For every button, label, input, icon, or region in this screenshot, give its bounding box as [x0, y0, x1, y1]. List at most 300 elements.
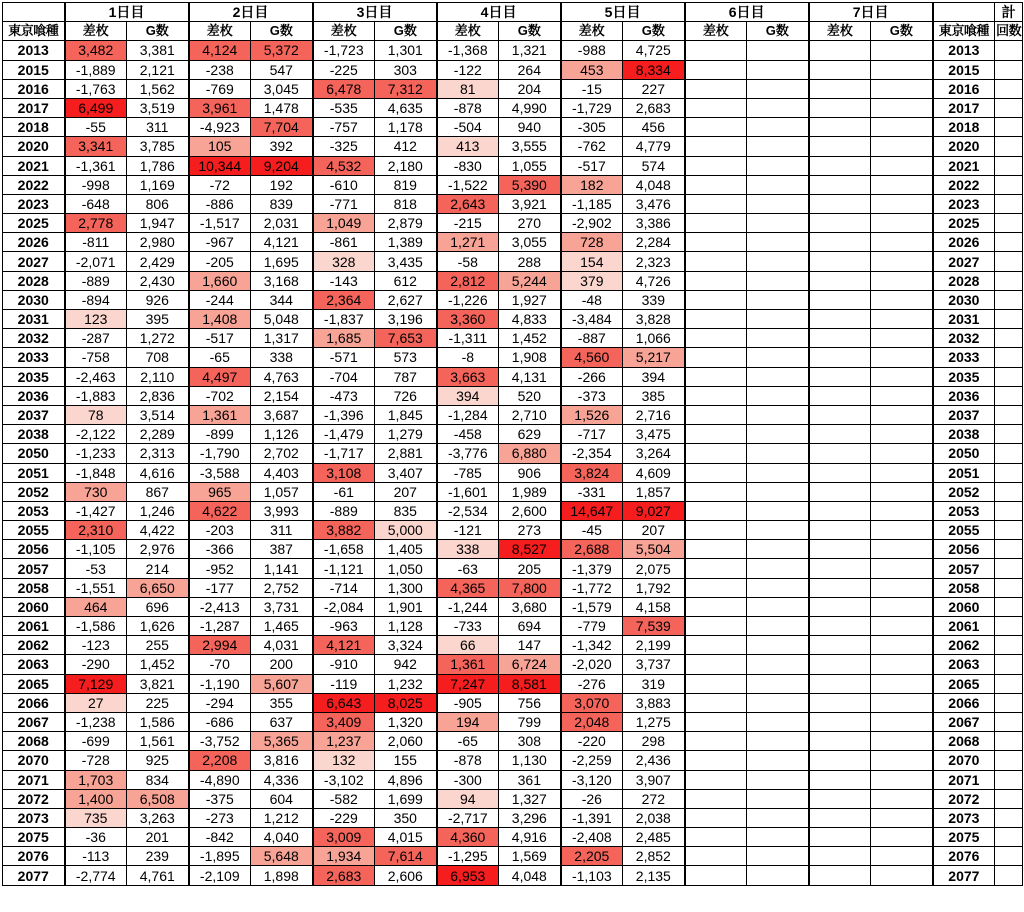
machine-label: 東京喰種: [3, 22, 65, 41]
count-cell: [995, 847, 1023, 866]
diff-cell: 735: [65, 808, 127, 827]
diff-cell: -305: [561, 118, 623, 137]
diff-cell: -1,579: [561, 597, 623, 616]
diff-cell: [685, 79, 747, 98]
diff-cell: [809, 847, 871, 866]
machine-number: 2032: [3, 329, 65, 348]
games-cell: 214: [127, 559, 189, 578]
diff-cell: [809, 425, 871, 444]
games-cell: 2,702: [251, 444, 313, 463]
games-cell: 4,916: [499, 828, 561, 847]
diff-cell: [685, 41, 747, 60]
diff-cell: 6,499: [65, 98, 127, 117]
diff-header: 差枚: [437, 22, 499, 41]
diff-cell: [809, 559, 871, 578]
table-row: [3, 559, 1023, 578]
games-cell: [747, 636, 809, 655]
diff-cell: -1,244: [437, 597, 499, 616]
count-cell: [995, 271, 1023, 290]
games-cell: 1,561: [127, 732, 189, 751]
diff-cell: -1,238: [65, 712, 127, 731]
games-cell: 1,301: [375, 41, 437, 60]
machine-number: 2026: [3, 233, 65, 252]
diff-cell: -2,071: [65, 252, 127, 271]
games-cell: 5,048: [251, 310, 313, 329]
table-row: [3, 482, 1023, 501]
diff-cell: 105: [189, 137, 251, 156]
diff-cell: [809, 98, 871, 117]
games-cell: 207: [375, 482, 437, 501]
games-cell: 806: [127, 194, 189, 213]
diff-cell: 3,882: [313, 521, 375, 540]
games-cell: 270: [499, 214, 561, 233]
games-cell: 1,452: [499, 329, 561, 348]
games-cell: 3,475: [623, 425, 685, 444]
diff-cell: 81: [437, 79, 499, 98]
table-row: [3, 41, 1023, 60]
games-cell: [871, 693, 933, 712]
diff-cell: 3,409: [313, 712, 375, 731]
games-cell: 1,569: [499, 847, 561, 866]
table-row: [3, 118, 1023, 137]
games-cell: [747, 540, 809, 559]
table-row: [3, 271, 1023, 290]
diff-cell: [809, 310, 871, 329]
diff-cell: 123: [65, 310, 127, 329]
diff-cell: -1,342: [561, 636, 623, 655]
machine-number-right: 2065: [933, 674, 995, 693]
diff-cell: [809, 175, 871, 194]
diff-cell: [685, 732, 747, 751]
machine-number-right: 2050: [933, 444, 995, 463]
games-cell: [747, 175, 809, 194]
diff-cell: 328: [313, 252, 375, 271]
diff-cell: [685, 789, 747, 808]
games-cell: [871, 290, 933, 309]
games-cell: [747, 118, 809, 137]
games-cell: [871, 463, 933, 482]
games-cell: [747, 405, 809, 424]
diff-cell: -36: [65, 828, 127, 847]
diff-cell: -1,368: [437, 41, 499, 60]
count-cell: [995, 233, 1023, 252]
diff-cell: -1,586: [65, 617, 127, 636]
games-cell: 1,232: [375, 674, 437, 693]
games-cell: 2,289: [127, 425, 189, 444]
games-cell: 756: [499, 693, 561, 712]
games-cell: 3,907: [623, 770, 685, 789]
games-cell: [871, 425, 933, 444]
games-cell: 2,323: [623, 252, 685, 271]
machine-number-right: 2031: [933, 310, 995, 329]
games-cell: 3,828: [623, 310, 685, 329]
games-cell: [747, 559, 809, 578]
diff-cell: [809, 501, 871, 520]
diff-cell: -779: [561, 617, 623, 636]
games-cell: 1,212: [251, 808, 313, 827]
diff-cell: -58: [437, 252, 499, 271]
games-cell: 6,880: [499, 444, 561, 463]
table-row: [3, 674, 1023, 693]
diff-cell: [685, 655, 747, 674]
table-row: [3, 310, 1023, 329]
games-cell: 2,031: [251, 214, 313, 233]
diff-cell: -785: [437, 463, 499, 482]
diff-cell: 338: [437, 540, 499, 559]
games-cell: 4,990: [499, 98, 561, 117]
diff-cell: 3,108: [313, 463, 375, 482]
diff-cell: 94: [437, 789, 499, 808]
games-cell: [747, 808, 809, 827]
day-header: 6日目: [685, 3, 809, 22]
games-cell: 1,169: [127, 175, 189, 194]
diff-cell: -63: [437, 559, 499, 578]
diff-cell: 4,532: [313, 156, 375, 175]
diff-cell: -373: [561, 386, 623, 405]
machine-number: 2055: [3, 521, 65, 540]
table-row: [3, 463, 1023, 482]
games-cell: 3,555: [499, 137, 561, 156]
games-cell: 4,761: [127, 866, 189, 885]
games-cell: [747, 463, 809, 482]
games-cell: [747, 655, 809, 674]
diff-cell: -458: [437, 425, 499, 444]
games-cell: 1,300: [375, 578, 437, 597]
games-cell: 4,763: [251, 367, 313, 386]
diff-cell: -3,102: [313, 770, 375, 789]
machine-number: 2023: [3, 194, 65, 213]
table-row: [3, 501, 1023, 520]
diff-cell: -65: [437, 732, 499, 751]
games-cell: [747, 60, 809, 79]
machine-number: 2030: [3, 290, 65, 309]
games-cell: 2,716: [623, 405, 685, 424]
diff-cell: [685, 617, 747, 636]
machine-number-right: 2032: [933, 329, 995, 348]
diff-cell: [809, 540, 871, 559]
machine-number-right: 2070: [933, 751, 995, 770]
diff-cell: -290: [65, 655, 127, 674]
diff-cell: 2,208: [189, 751, 251, 770]
diff-cell: -55: [65, 118, 127, 137]
count-cell: [995, 636, 1023, 655]
games-cell: 8,334: [623, 60, 685, 79]
machine-number: 2015: [3, 60, 65, 79]
diff-cell: -762: [561, 137, 623, 156]
games-cell: 7,539: [623, 617, 685, 636]
diff-cell: [809, 808, 871, 827]
count-cell: [995, 597, 1023, 616]
table-row: [3, 540, 1023, 559]
table-row: [3, 693, 1023, 712]
games-cell: 272: [623, 789, 685, 808]
diff-cell: -2,534: [437, 501, 499, 520]
machine-number: 2035: [3, 367, 65, 386]
diff-cell: [809, 770, 871, 789]
count-cell: [995, 732, 1023, 751]
games-cell: 456: [623, 118, 685, 137]
games-cell: 5,607: [251, 674, 313, 693]
count-cell: [995, 674, 1023, 693]
games-cell: 5,504: [623, 540, 685, 559]
diff-cell: [809, 444, 871, 463]
diff-cell: 3,482: [65, 41, 127, 60]
machine-number-right: 2053: [933, 501, 995, 520]
diff-cell: -325: [313, 137, 375, 156]
diff-cell: [685, 597, 747, 616]
machine-label-right: 東京喰種: [933, 22, 995, 41]
diff-cell: -1,391: [561, 808, 623, 827]
machine-number: 2017: [3, 98, 65, 117]
diff-cell: -205: [189, 252, 251, 271]
games-cell: 708: [127, 348, 189, 367]
games-cell: [747, 597, 809, 616]
day-header: 4日目: [437, 3, 561, 22]
diff-cell: 394: [437, 386, 499, 405]
diff-cell: 6,643: [313, 693, 375, 712]
machine-number-right: 2077: [933, 866, 995, 885]
games-cell: 2,180: [375, 156, 437, 175]
day-header: 3日目: [313, 3, 437, 22]
games-cell: 1,055: [499, 156, 561, 175]
games-cell: 3,514: [127, 405, 189, 424]
diff-cell: 728: [561, 233, 623, 252]
games-cell: 1,465: [251, 617, 313, 636]
machine-number: 2025: [3, 214, 65, 233]
games-cell: 394: [623, 367, 685, 386]
games-cell: 207: [623, 521, 685, 540]
games-cell: 726: [375, 386, 437, 405]
games-cell: 339: [623, 290, 685, 309]
games-cell: 2,976: [127, 540, 189, 559]
games-cell: [871, 617, 933, 636]
machine-number: 2031: [3, 310, 65, 329]
machine-number: 2058: [3, 578, 65, 597]
diff-cell: [809, 41, 871, 60]
games-cell: 819: [375, 175, 437, 194]
games-cell: [871, 214, 933, 233]
games-cell: 926: [127, 290, 189, 309]
machine-number: 2020: [3, 137, 65, 156]
diff-cell: -2,413: [189, 597, 251, 616]
games-cell: 1,246: [127, 501, 189, 520]
games-cell: 1,057: [251, 482, 313, 501]
games-cell: 9,204: [251, 156, 313, 175]
count-cell: [995, 425, 1023, 444]
games-cell: 5,648: [251, 847, 313, 866]
diff-cell: [809, 636, 871, 655]
games-cell: 392: [251, 137, 313, 156]
games-cell: 4,726: [623, 271, 685, 290]
diff-cell: -229: [313, 808, 375, 827]
games-cell: 338: [251, 348, 313, 367]
diff-cell: 413: [437, 137, 499, 156]
games-cell: 1,699: [375, 789, 437, 808]
games-cell: 4,336: [251, 770, 313, 789]
games-cell: 2,430: [127, 271, 189, 290]
table-row: [3, 79, 1023, 98]
count-cell: [995, 751, 1023, 770]
diff-cell: 1,703: [65, 770, 127, 789]
diff-cell: [809, 137, 871, 156]
games-cell: [871, 597, 933, 616]
diff-cell: 730: [65, 482, 127, 501]
games-cell: 906: [499, 463, 561, 482]
diff-cell: -704: [313, 367, 375, 386]
day-header: 1日目: [65, 3, 189, 22]
games-cell: 2,852: [623, 847, 685, 866]
diff-cell: 2,688: [561, 540, 623, 559]
diff-cell: 2,364: [313, 290, 375, 309]
diff-cell: -1,763: [65, 79, 127, 98]
header-row-days: [3, 3, 1023, 22]
games-cell: [747, 290, 809, 309]
machine-number-right: 2062: [933, 636, 995, 655]
diff-cell: 379: [561, 271, 623, 290]
diff-cell: -72: [189, 175, 251, 194]
machine-number-right: 2013: [933, 41, 995, 60]
diff-cell: -121: [437, 521, 499, 540]
machine-number: 2036: [3, 386, 65, 405]
games-cell: [871, 137, 933, 156]
table-row: [3, 405, 1023, 424]
count-header: 回数: [995, 22, 1023, 41]
diff-cell: [685, 233, 747, 252]
games-cell: 1,272: [127, 329, 189, 348]
games-cell: [747, 194, 809, 213]
machine-number-right: 2017: [933, 98, 995, 117]
diff-cell: -1,361: [65, 156, 127, 175]
machine-number-right: 2028: [933, 271, 995, 290]
table-row: [3, 214, 1023, 233]
count-cell: [995, 79, 1023, 98]
diff-cell: 965: [189, 482, 251, 501]
games-cell: 6,724: [499, 655, 561, 674]
machine-number: 2021: [3, 156, 65, 175]
diff-cell: [685, 828, 747, 847]
diff-cell: -3,776: [437, 444, 499, 463]
diff-cell: [685, 559, 747, 578]
games-cell: 6,650: [127, 578, 189, 597]
diff-header: 差枚: [561, 22, 623, 41]
diff-cell: -1,658: [313, 540, 375, 559]
diff-cell: -517: [189, 329, 251, 348]
diff-cell: 2,310: [65, 521, 127, 540]
diff-cell: -733: [437, 617, 499, 636]
diff-cell: -53: [65, 559, 127, 578]
games-cell: 311: [251, 521, 313, 540]
games-cell: 1,126: [251, 425, 313, 444]
diff-cell: 3,070: [561, 693, 623, 712]
machine-number-right: 2067: [933, 712, 995, 731]
games-cell: 264: [499, 60, 561, 79]
diff-cell: [809, 789, 871, 808]
games-cell: [747, 866, 809, 885]
games-cell: 4,040: [251, 828, 313, 847]
table-row: [3, 444, 1023, 463]
count-cell: [995, 444, 1023, 463]
games-cell: 2,154: [251, 386, 313, 405]
games-cell: 2,606: [375, 866, 437, 885]
diff-cell: [685, 540, 747, 559]
games-cell: 2,836: [127, 386, 189, 405]
diff-cell: -905: [437, 693, 499, 712]
table-row: [3, 597, 1023, 616]
diff-cell: [685, 521, 747, 540]
diff-cell: [809, 367, 871, 386]
count-cell: [995, 41, 1023, 60]
games-cell: 7,614: [375, 847, 437, 866]
games-cell: [747, 482, 809, 501]
diff-cell: 464: [65, 597, 127, 616]
diff-cell: 10,344: [189, 156, 251, 175]
games-cell: 940: [499, 118, 561, 137]
games-cell: [871, 482, 933, 501]
machine-number-right: 2037: [933, 405, 995, 424]
games-cell: 255: [127, 636, 189, 655]
games-cell: 3,324: [375, 636, 437, 655]
header-corner-right: [933, 3, 995, 22]
diff-cell: -15: [561, 79, 623, 98]
diff-cell: [809, 118, 871, 137]
games-cell: 2,284: [623, 233, 685, 252]
diff-cell: 453: [561, 60, 623, 79]
games-cell: 4,616: [127, 463, 189, 482]
games-cell: 2,199: [623, 636, 685, 655]
games-cell: 4,422: [127, 521, 189, 540]
games-cell: 200: [251, 655, 313, 674]
diff-cell: -276: [561, 674, 623, 693]
games-cell: 867: [127, 482, 189, 501]
diff-cell: -119: [313, 674, 375, 693]
diff-cell: [809, 329, 871, 348]
header-row-columns: [3, 22, 1023, 41]
machine-number: 2075: [3, 828, 65, 847]
table-row: [3, 252, 1023, 271]
diff-cell: -3,120: [561, 770, 623, 789]
games-cell: 1,792: [623, 578, 685, 597]
games-cell: 2,110: [127, 367, 189, 386]
games-cell: [871, 348, 933, 367]
games-cell: [871, 828, 933, 847]
diff-cell: -1,883: [65, 386, 127, 405]
games-cell: 288: [499, 252, 561, 271]
diff-cell: 132: [313, 751, 375, 770]
games-header: G数: [623, 22, 685, 41]
games-cell: 818: [375, 194, 437, 213]
diff-cell: -1,226: [437, 290, 499, 309]
games-cell: [871, 367, 933, 386]
games-cell: [871, 60, 933, 79]
diff-cell: -2,354: [561, 444, 623, 463]
games-cell: 1,321: [499, 41, 561, 60]
diff-cell: [685, 252, 747, 271]
games-cell: [871, 444, 933, 463]
diff-cell: 4,360: [437, 828, 499, 847]
day-header: 2日目: [189, 3, 313, 22]
diff-header: 差枚: [65, 22, 127, 41]
games-cell: 155: [375, 751, 437, 770]
diff-cell: -910: [313, 655, 375, 674]
machine-number: 2063: [3, 655, 65, 674]
machine-number-right: 2063: [933, 655, 995, 674]
games-cell: [747, 233, 809, 252]
table-row: [3, 770, 1023, 789]
games-cell: 3,045: [251, 79, 313, 98]
games-header: G数: [499, 22, 561, 41]
games-cell: 273: [499, 521, 561, 540]
diff-cell: [809, 617, 871, 636]
